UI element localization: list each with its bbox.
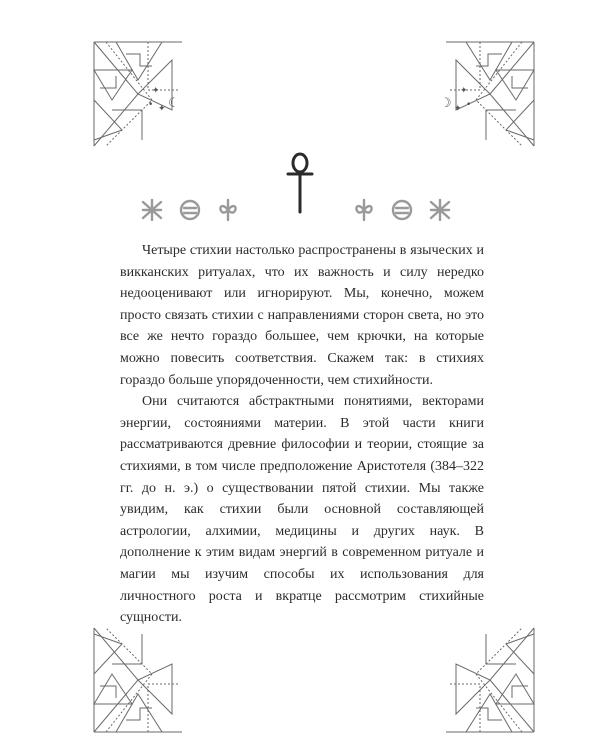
rune-row-right [352,198,452,222]
earth-rune-icon [390,198,414,222]
moon-icon: ☾ [168,96,180,111]
fire-rune-icon [352,198,376,222]
corner-ornament-bottom-right [444,626,536,734]
paragraph-2: Они считаются абстрактными понятиями, векторами энергии, состояниями материи. В этой части книги рассматриваются древние философии и теории, стоящие за стихиями, в том числе предположение Аристотеля (384–322 гг. до н. э.) о существовании пятой стихии. Мы также увидим, как стихии были основной составляющей астрологии, алхимии, медицины и других наук. В дополнение к этим видам энергий в современном ритуале и магии мы изучим способы их использования для личностного роста и вкратце рассмотрим стихийные сущности. [120,394,484,626]
star-icon: • [148,100,154,110]
fire-rune-icon [216,198,240,222]
star-icon: ✦ [454,104,462,114]
air-rune-icon [140,198,164,222]
air-rune-icon [428,198,452,222]
corner-ornament-top-left [92,40,184,148]
star-icon: ✦ [152,86,160,96]
star-icon: ✦ [158,104,166,114]
rune-row-left [140,198,240,222]
corner-ornament-bottom-left [92,626,184,734]
body-text [120,240,484,629]
corner-ornament-top-right [444,40,536,148]
star-icon: ✦ [460,86,468,96]
earth-rune-icon [178,198,202,222]
moon-icon: ☽ [440,96,452,111]
paragraph-1: Четыре стихии настолько распространены в языческих и викканских ритуалах, что их важность и силу нередко недооценивают или игнорируют. Мы, конечно, можем просто связать стихии с направлениями сторон света, но это все же нечто гораздо большее, чем крючки, на которые можно повесить соответствия. Скажем так: в стихиях гораздо больше упорядоченности, чем стихийности. [120,243,484,388]
ankh-icon [286,152,314,214]
star-icon: • [466,100,472,110]
